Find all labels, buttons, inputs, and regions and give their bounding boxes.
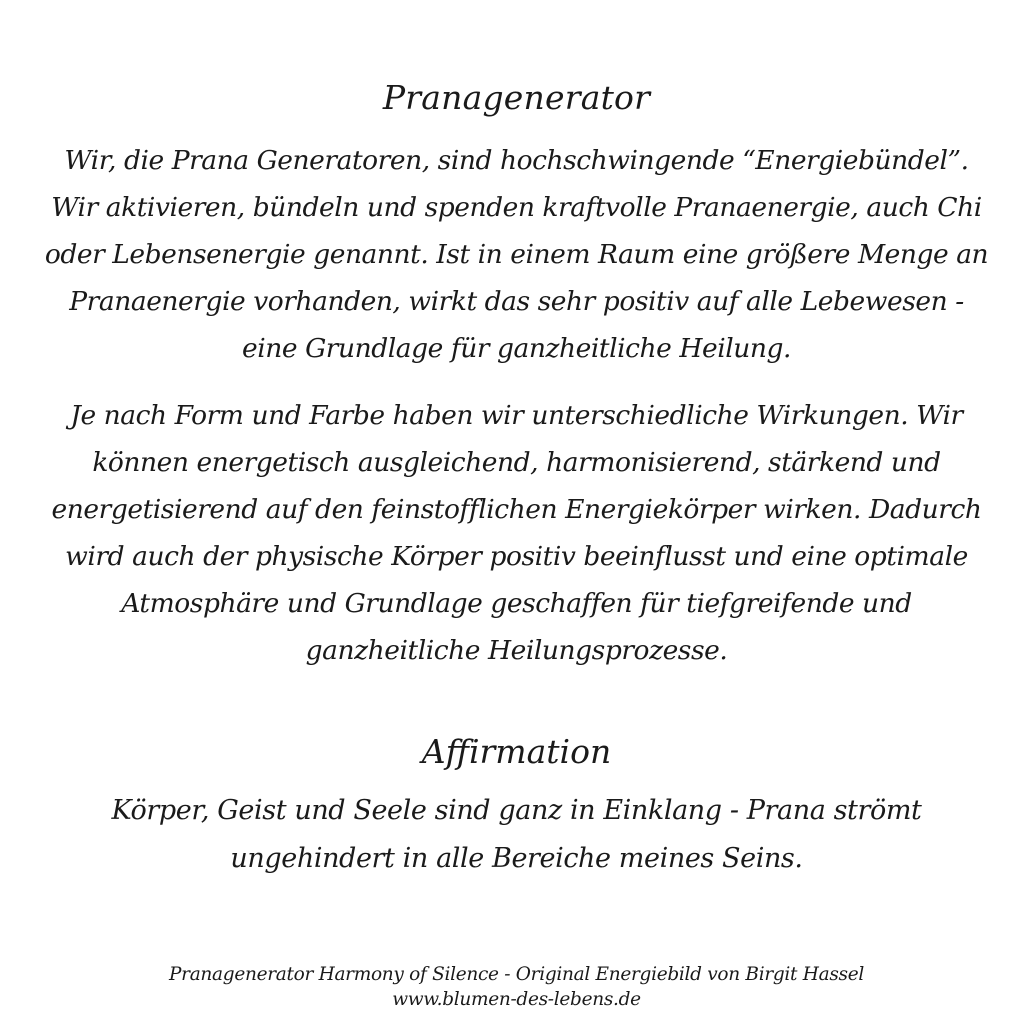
affirmation-text bbox=[0, 787, 1033, 883]
paragraph-line: oder Lebensenergie genannt. Ist in einem Raum eine größere Menge an bbox=[44, 239, 989, 270]
paragraph-line: eine Grundlage für ganzheitliche Heilung. bbox=[241, 333, 792, 364]
paragraph-line: Atmosphäre und Grundlage geschaffen für tiefgreifende und bbox=[121, 588, 912, 619]
footer-caption: Pranagenerator Harmony of Silence - Original Energiebild von Birgit Hassel bbox=[169, 964, 864, 985]
page-title: Pranagenerator bbox=[382, 78, 651, 117]
footer-website: www.blumen-des-lebens.de bbox=[392, 989, 641, 1010]
footer-credit bbox=[0, 962, 1033, 1012]
paragraph-line: Pranaenergie vorhanden, wirkt das sehr positiv auf alle Lebewesen - bbox=[69, 286, 964, 317]
paragraph-line: Je nach Form und Farbe haben wir unterschiedliche Wirkungen. Wir bbox=[70, 400, 963, 431]
paragraph-line: ganzheitliche Heilungsprozesse. bbox=[305, 635, 728, 666]
paragraph-line: können energetisch ausgleichend, harmonisierend, stärkend und bbox=[92, 447, 941, 478]
intro-paragraph bbox=[0, 137, 1033, 372]
paragraph-line: energetisierend auf den feinstofflichen Energiekörper wirken. Dadurch bbox=[51, 494, 982, 525]
paragraph-line: Wir, die Prana Generatoren, sind hochschwingende “Energiebündel”. bbox=[64, 145, 969, 176]
paragraph-line: wird auch der physische Körper positiv beeinflusst und eine optimale bbox=[65, 541, 968, 572]
affirmation-line: Körper, Geist und Seele sind ganz in Einklang - Prana strömt bbox=[111, 795, 922, 826]
affirmation-heading: Affirmation bbox=[421, 732, 612, 771]
effects-paragraph bbox=[0, 392, 1033, 674]
affirmation-line: ungehindert in alle Bereiche meines Seins. bbox=[230, 843, 803, 874]
paragraph-line: Wir aktivieren, bündeln und spenden kraftvolle Pranaenergie, auch Chi bbox=[51, 192, 982, 223]
